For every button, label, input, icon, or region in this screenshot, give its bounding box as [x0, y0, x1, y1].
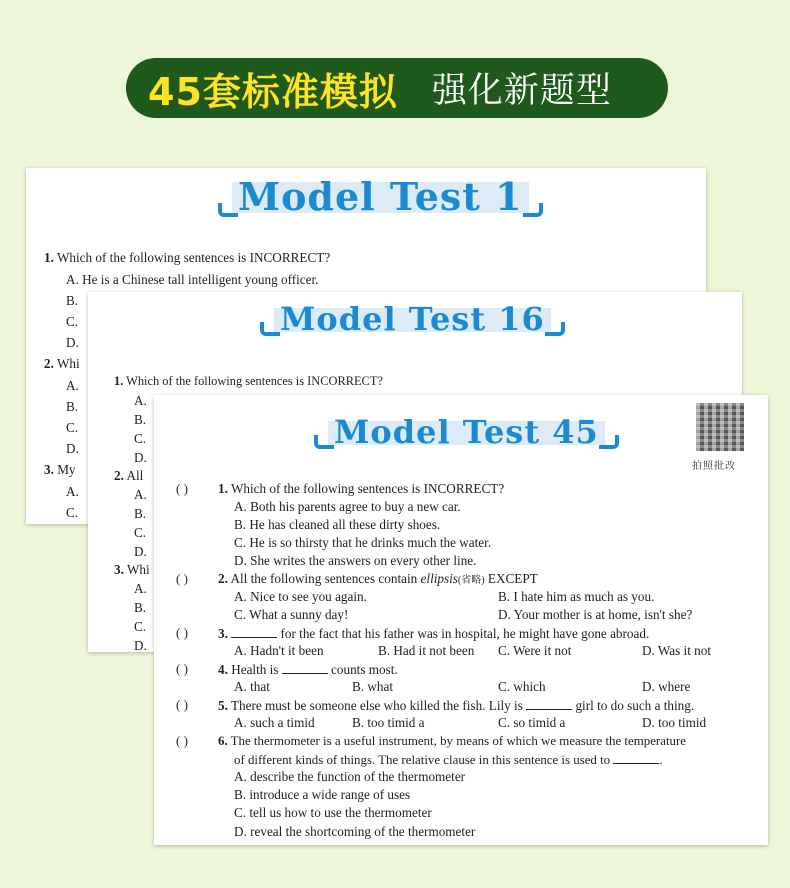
option-a: A. such a timid: [234, 715, 315, 730]
page-title-wrap: [266, 300, 559, 338]
option-a: A. describe the function of the thermometer: [234, 769, 466, 784]
option-b: B.: [134, 506, 147, 521]
option-c: C. He is so thirsty that he drinks much the water.: [234, 535, 492, 550]
option-d: D. where: [642, 679, 691, 694]
option-d: D. too timid: [642, 715, 707, 730]
answer-bracket[interactable]: ( ): [176, 481, 188, 496]
promo-banner: [126, 58, 668, 118]
fill-blank[interactable]: [526, 697, 572, 710]
page-title: Model Test 16: [266, 300, 559, 338]
fill-blank[interactable]: [282, 661, 328, 674]
option-a: A. He is a Chinese tall intelligent young officer.: [66, 272, 319, 287]
test-page-45: [154, 395, 768, 845]
qr-caption: 拍照批改: [692, 461, 736, 472]
question-3: 3. My: [44, 462, 76, 477]
question-3: 3. for the fact that his father was in hospital, he might have gone abroad.: [218, 626, 650, 641]
option-a: A.: [66, 378, 79, 393]
option-b: B.: [134, 412, 147, 427]
option-a: A. that: [234, 679, 270, 694]
option-c: C.: [66, 314, 79, 329]
fill-blank[interactable]: [231, 625, 277, 638]
option-a: A.: [134, 487, 147, 502]
answer-bracket[interactable]: ( ): [176, 661, 188, 676]
option-a: A.: [66, 484, 79, 499]
option-a: A. Nice to see you again.: [234, 589, 367, 604]
question-6-continued: of different kinds of things. The relative clause in this sentence is used to .: [234, 753, 663, 767]
option-d: D. Your mother is at home, isn't she?: [498, 607, 693, 622]
option-b: B. what: [352, 679, 394, 694]
option-c: C.: [134, 619, 147, 634]
option-d: D.: [134, 638, 147, 652]
option-c: C.: [134, 525, 147, 540]
option-c: C.: [66, 505, 79, 520]
qr-code-icon[interactable]: [696, 403, 744, 451]
question-2: 2. All the following sentences contain ellipsis(省略) EXCEPT: [218, 571, 538, 586]
answer-bracket[interactable]: ( ): [176, 733, 188, 748]
option-b: B.: [134, 600, 147, 615]
banner-secondary-text: 强化新题型: [431, 71, 612, 111]
option-c: C.: [134, 431, 147, 446]
option-c: C. so timid a: [498, 715, 566, 730]
option-b: B. Had it not been: [378, 643, 475, 658]
option-b: B.: [66, 293, 79, 308]
option-d: D. reveal the shortcoming of the thermometer: [234, 824, 476, 839]
page-title-wrap: [320, 413, 613, 451]
option-c: C. What a sunny day!: [234, 607, 349, 622]
page-title: Model Test 1: [224, 174, 537, 219]
option-b: B. introduce a wide range of uses: [234, 787, 411, 802]
question-6: 6. The thermometer is a useful instrument, by means of which we measure the temperature: [218, 734, 686, 748]
option-a: A. Hadn't it been: [234, 643, 324, 658]
page-title-wrap: [224, 174, 537, 219]
page-title: Model Test 45: [320, 413, 613, 451]
question-1: 1. Which of the following sentences is INCORRECT?: [114, 374, 383, 388]
question-1: 1. Which of the following sentences is INCORRECT?: [218, 481, 505, 496]
answer-bracket[interactable]: ( ): [176, 625, 188, 640]
option-d: D.: [134, 544, 147, 559]
option-b: B. too timid a: [352, 715, 425, 730]
option-c: C. Were it not: [498, 643, 572, 658]
option-d: D.: [134, 450, 147, 465]
option-d: D.: [66, 335, 79, 350]
option-b: B. He has cleaned all these dirty shoes.: [234, 517, 441, 532]
option-a: A.: [134, 581, 147, 596]
question-2: 2. Whi: [44, 356, 80, 371]
answer-bracket[interactable]: ( ): [176, 697, 188, 712]
question-2: 2. All: [114, 468, 144, 483]
question-1: 1. Which of the following sentences is INCORRECT?: [44, 250, 331, 265]
question-5: 5. There must be someone else who killed the fish. Lily is girl to do such a thing.: [218, 698, 695, 713]
option-b: B. I hate him as much as you.: [498, 589, 655, 604]
fill-blank[interactable]: [613, 751, 659, 764]
option-a: A. Both his parents agree to buy a new car.: [234, 499, 461, 514]
answer-bracket[interactable]: ( ): [176, 571, 188, 586]
option-c: C. tell us how to use the thermometer: [234, 805, 432, 820]
option-a: A.: [134, 393, 147, 408]
option-c: C. which: [498, 679, 546, 694]
option-b: B.: [66, 399, 79, 414]
question-4: 4. Health is counts most.: [218, 662, 398, 677]
option-d: D. She writes the answers on every other line.: [234, 553, 477, 568]
option-d: D.: [66, 441, 79, 456]
option-d: D. Was it not: [642, 643, 712, 658]
banner-primary-text: 45套标准模拟: [148, 69, 398, 114]
option-c: C.: [66, 420, 79, 435]
question-3: 3. Whi: [114, 562, 150, 577]
